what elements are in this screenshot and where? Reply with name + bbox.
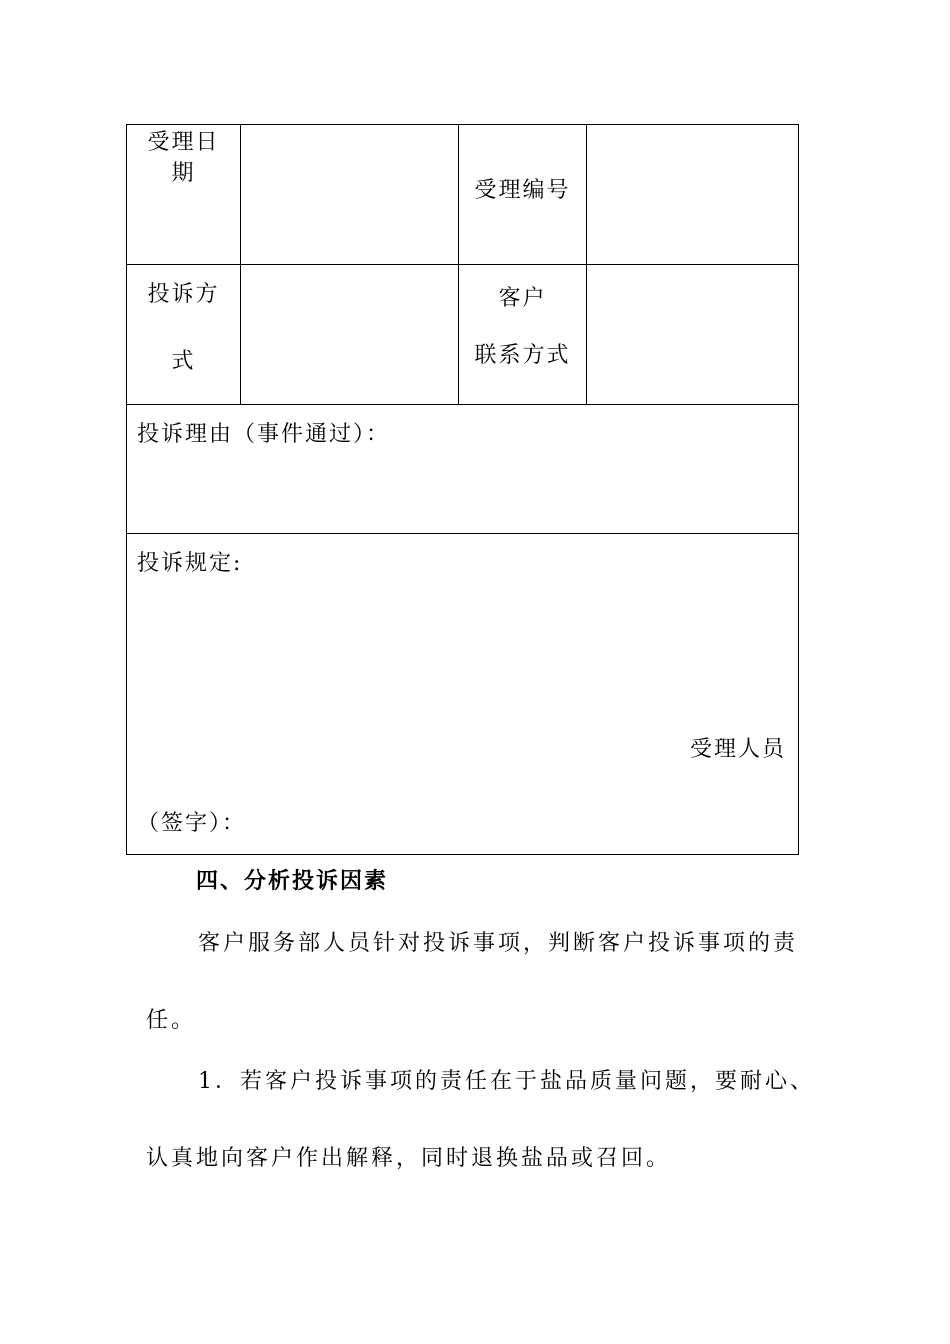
handler-label: 受理人员 xyxy=(689,736,786,762)
complaint-reason-field[interactable] xyxy=(127,405,799,533)
accept-number-label: 受理编号 xyxy=(474,178,571,203)
form-row-reason xyxy=(127,405,799,533)
complaint-reason-label: 投诉理由（事件通过）： xyxy=(137,422,391,448)
paragraph-responsibility: 客户服务部人员针对投诉事项，判断客户投诉事项的责任。 xyxy=(146,931,799,1033)
complaint-rules-field[interactable] xyxy=(127,533,799,854)
accept-date-field[interactable] xyxy=(241,125,459,265)
complaint-method-label-cell xyxy=(127,265,241,405)
accept-date-label-line2: 期 xyxy=(171,161,196,186)
complaint-method-label-line2: 式 xyxy=(171,349,196,375)
signature-label: （签字）： xyxy=(137,810,247,836)
complaint-method-field[interactable] xyxy=(241,265,459,405)
accept-date-label-line1: 受理日 xyxy=(147,130,220,155)
customer-contact-label-cell xyxy=(459,265,587,405)
form-row-method xyxy=(127,265,799,405)
section-heading: 四、分析投诉因素 xyxy=(196,868,389,894)
customer-contact-label-line2: 联系方式 xyxy=(474,343,571,369)
complaint-form-table xyxy=(126,124,799,855)
form-row-date xyxy=(127,125,799,265)
customer-contact-label-line1: 客户 xyxy=(498,286,547,312)
accept-date-label-cell xyxy=(127,125,241,265)
accept-number-field[interactable] xyxy=(587,125,799,265)
customer-contact-field[interactable] xyxy=(587,265,799,405)
accept-number-label-cell xyxy=(459,125,587,265)
paragraph-quality-issue: 1．若客户投诉事项的责任在于盐品质量问题，要耐心、认真地向客户作出解释，同时退换盐品或召回。 xyxy=(146,1069,815,1171)
complaint-method-label-line1: 投诉方 xyxy=(147,282,220,308)
form-row-rules xyxy=(127,533,799,854)
complaint-rules-label: 投诉规定: xyxy=(137,550,243,576)
